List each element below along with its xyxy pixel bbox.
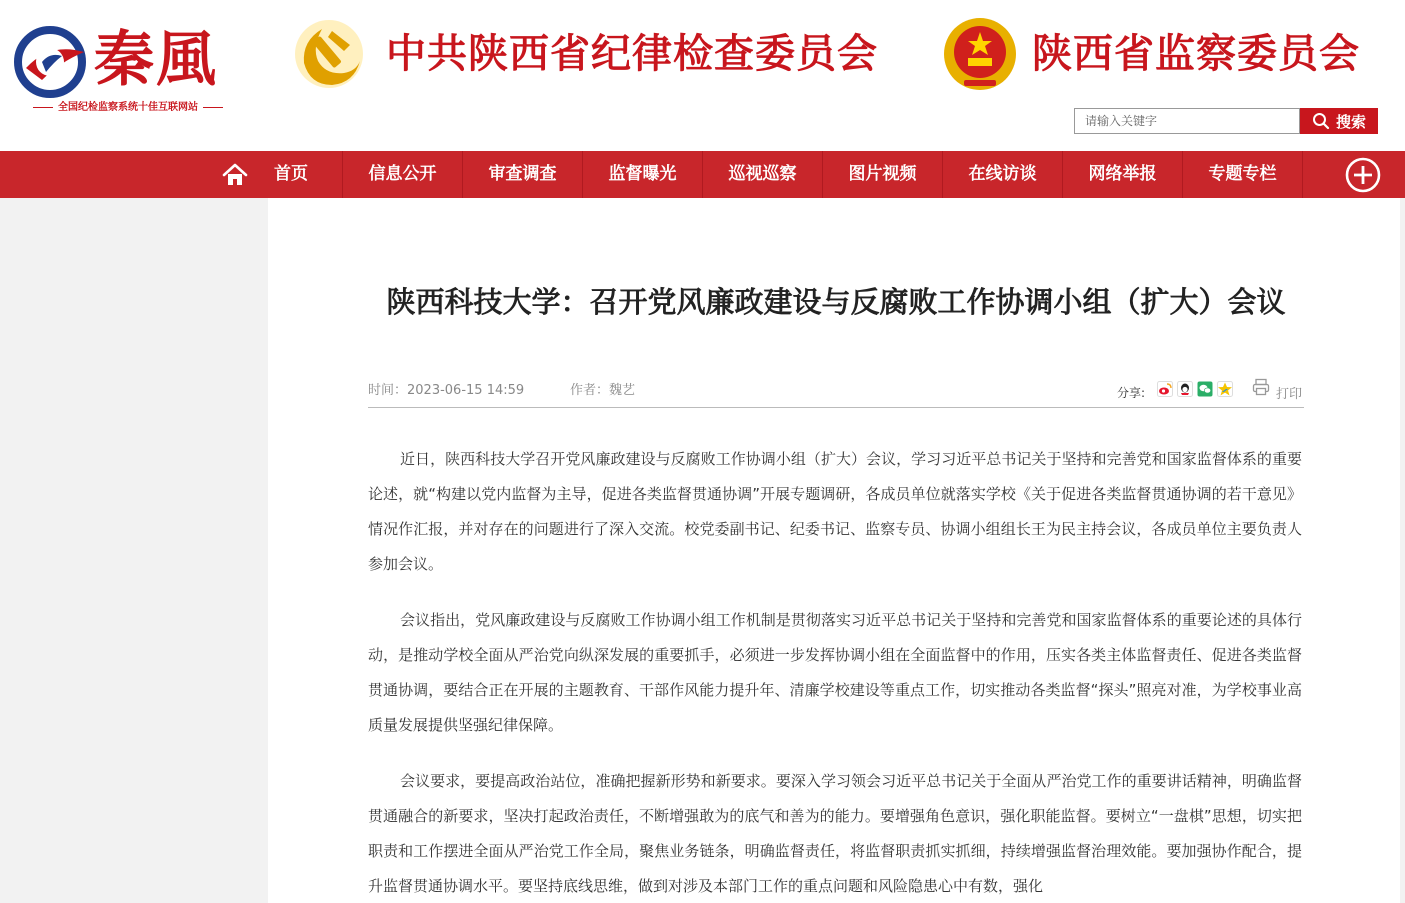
national-emblem-icon [940,14,1020,94]
search-box [1074,108,1300,134]
nav-item-home[interactable]: 首页 [274,164,308,184]
plus-icon[interactable] [1344,156,1382,194]
party-committee-title: 中共陕西省纪律检查委员会 [386,30,878,77]
article-title: 陕西科技大学：召开党风廉政建设与反腐败工作协调小组（扩大）会议 [386,285,1286,319]
author-label: 作者： [570,383,610,398]
share-label: 分享: [1117,386,1146,400]
search-icon [1312,112,1330,130]
nav-separator [1302,151,1303,198]
meta-divider [368,407,1304,408]
site-header [0,0,1405,150]
printer-icon[interactable] [1252,378,1270,396]
logo-subtitle: 全国纪检监察系统十佳互联网站 [8,98,248,113]
qzone-share-icon[interactable] [1217,381,1233,397]
wechat-share-icon[interactable] [1197,381,1213,397]
party-emblem-icon [292,17,366,91]
right-margin [1400,198,1405,903]
logo-mark-icon [12,22,90,98]
supervision-committee-title: 陕西省监察委员会 [1032,30,1360,77]
nav-item-online-report[interactable]: 网络举报 [1088,164,1157,184]
nav-item-special-topics[interactable]: 专题专栏 [1208,164,1277,184]
article-paragraph: 近日，陕西科技大学召开党风廉政建设与反腐败工作协调小组（扩大）会议，学习习近平总书记关于坚持和完善党和国家监督体系的重要论述，就“构建以党内监督为主导，促进各类监督贯通协调”开展专题调研，各成员单位就落实学校《关于促进各类监督贯通协调的若干意见》情况作汇报，并对存在的问题进行了深入交流。校党委副书记、纪委书记、监察专员、协调小组组长王为民主持会议，各成员单位主要负责人参加会议。 [368,450,1302,573]
search-button-label: 搜索 [1335,113,1366,131]
time-value: 2023-06-15 14:59 [407,383,525,398]
home-icon[interactable] [222,162,248,188]
search-input[interactable] [1075,109,1299,133]
time-label: 时间： [368,383,408,398]
article-paragraph: 会议指出，党风廉政建设与反腐败工作协调小组工作机制是贯彻落实习近平总书记关于坚持和完善党和国家监督体系的重要论述的具体行动，是推动学校全面从严治党向纵深发展的重要抓手，必须进一步发挥协调小组在全面监督中的作用，压实各类主体监督责任、促进各类监督贯通协调，要结合正在开展的主题教育、干部作风能力提升年、清廉学校建设等重点工作，切实推动各类监督“探头”照亮对准，为学校事业高质量发展提供坚强纪律保障。 [368,611,1302,734]
author-value: 魏艺 [609,383,636,398]
nav-item-supervision-exposure[interactable]: 监督曝光 [608,164,677,184]
site-logo[interactable] [8,14,248,124]
print-link[interactable]: 打印 [1276,387,1303,402]
nav-item-inspection[interactable]: 巡视巡察 [728,164,797,184]
nav-item-online-interview[interactable]: 在线访谈 [968,164,1037,184]
left-margin [0,198,268,903]
weibo-share-icon[interactable] [1157,381,1173,397]
logo-text: 秦風 [94,25,218,95]
nav-item-info-disclosure[interactable]: 信息公开 [368,164,437,184]
article-author [570,379,635,398]
qq-share-icon[interactable] [1177,381,1193,397]
nav-item-investigation[interactable]: 审查调查 [488,164,557,184]
nav-item-photo-video[interactable]: 图片视频 [848,164,917,184]
article-time [368,379,524,398]
main-nav [0,151,1405,198]
article-paragraph: 会议要求，要提高政治站位，准确把握新形势和新要求。要深入学习领会习近平总书记关于全面从严治党工作的重要讲话精神，明确监督贯通融合的新要求，坚决打起政治责任，不断增强敢为的底气和善为的能力。要增强角色意识，强化职能监督。要树立“一盘棋”思想，切实把职责和工作摆进全面从严治党工作全局，聚焦业务链条，明确监督责任，将监督职责抓实抓细，持续增强监督治理效能。要加强协作配合，提升监督贯通协调水平。要坚持底线思维，做到对涉及本部门工作的重点问题和风险隐患心中有数，强化 [368,772,1302,895]
search-button[interactable] [1300,108,1378,134]
